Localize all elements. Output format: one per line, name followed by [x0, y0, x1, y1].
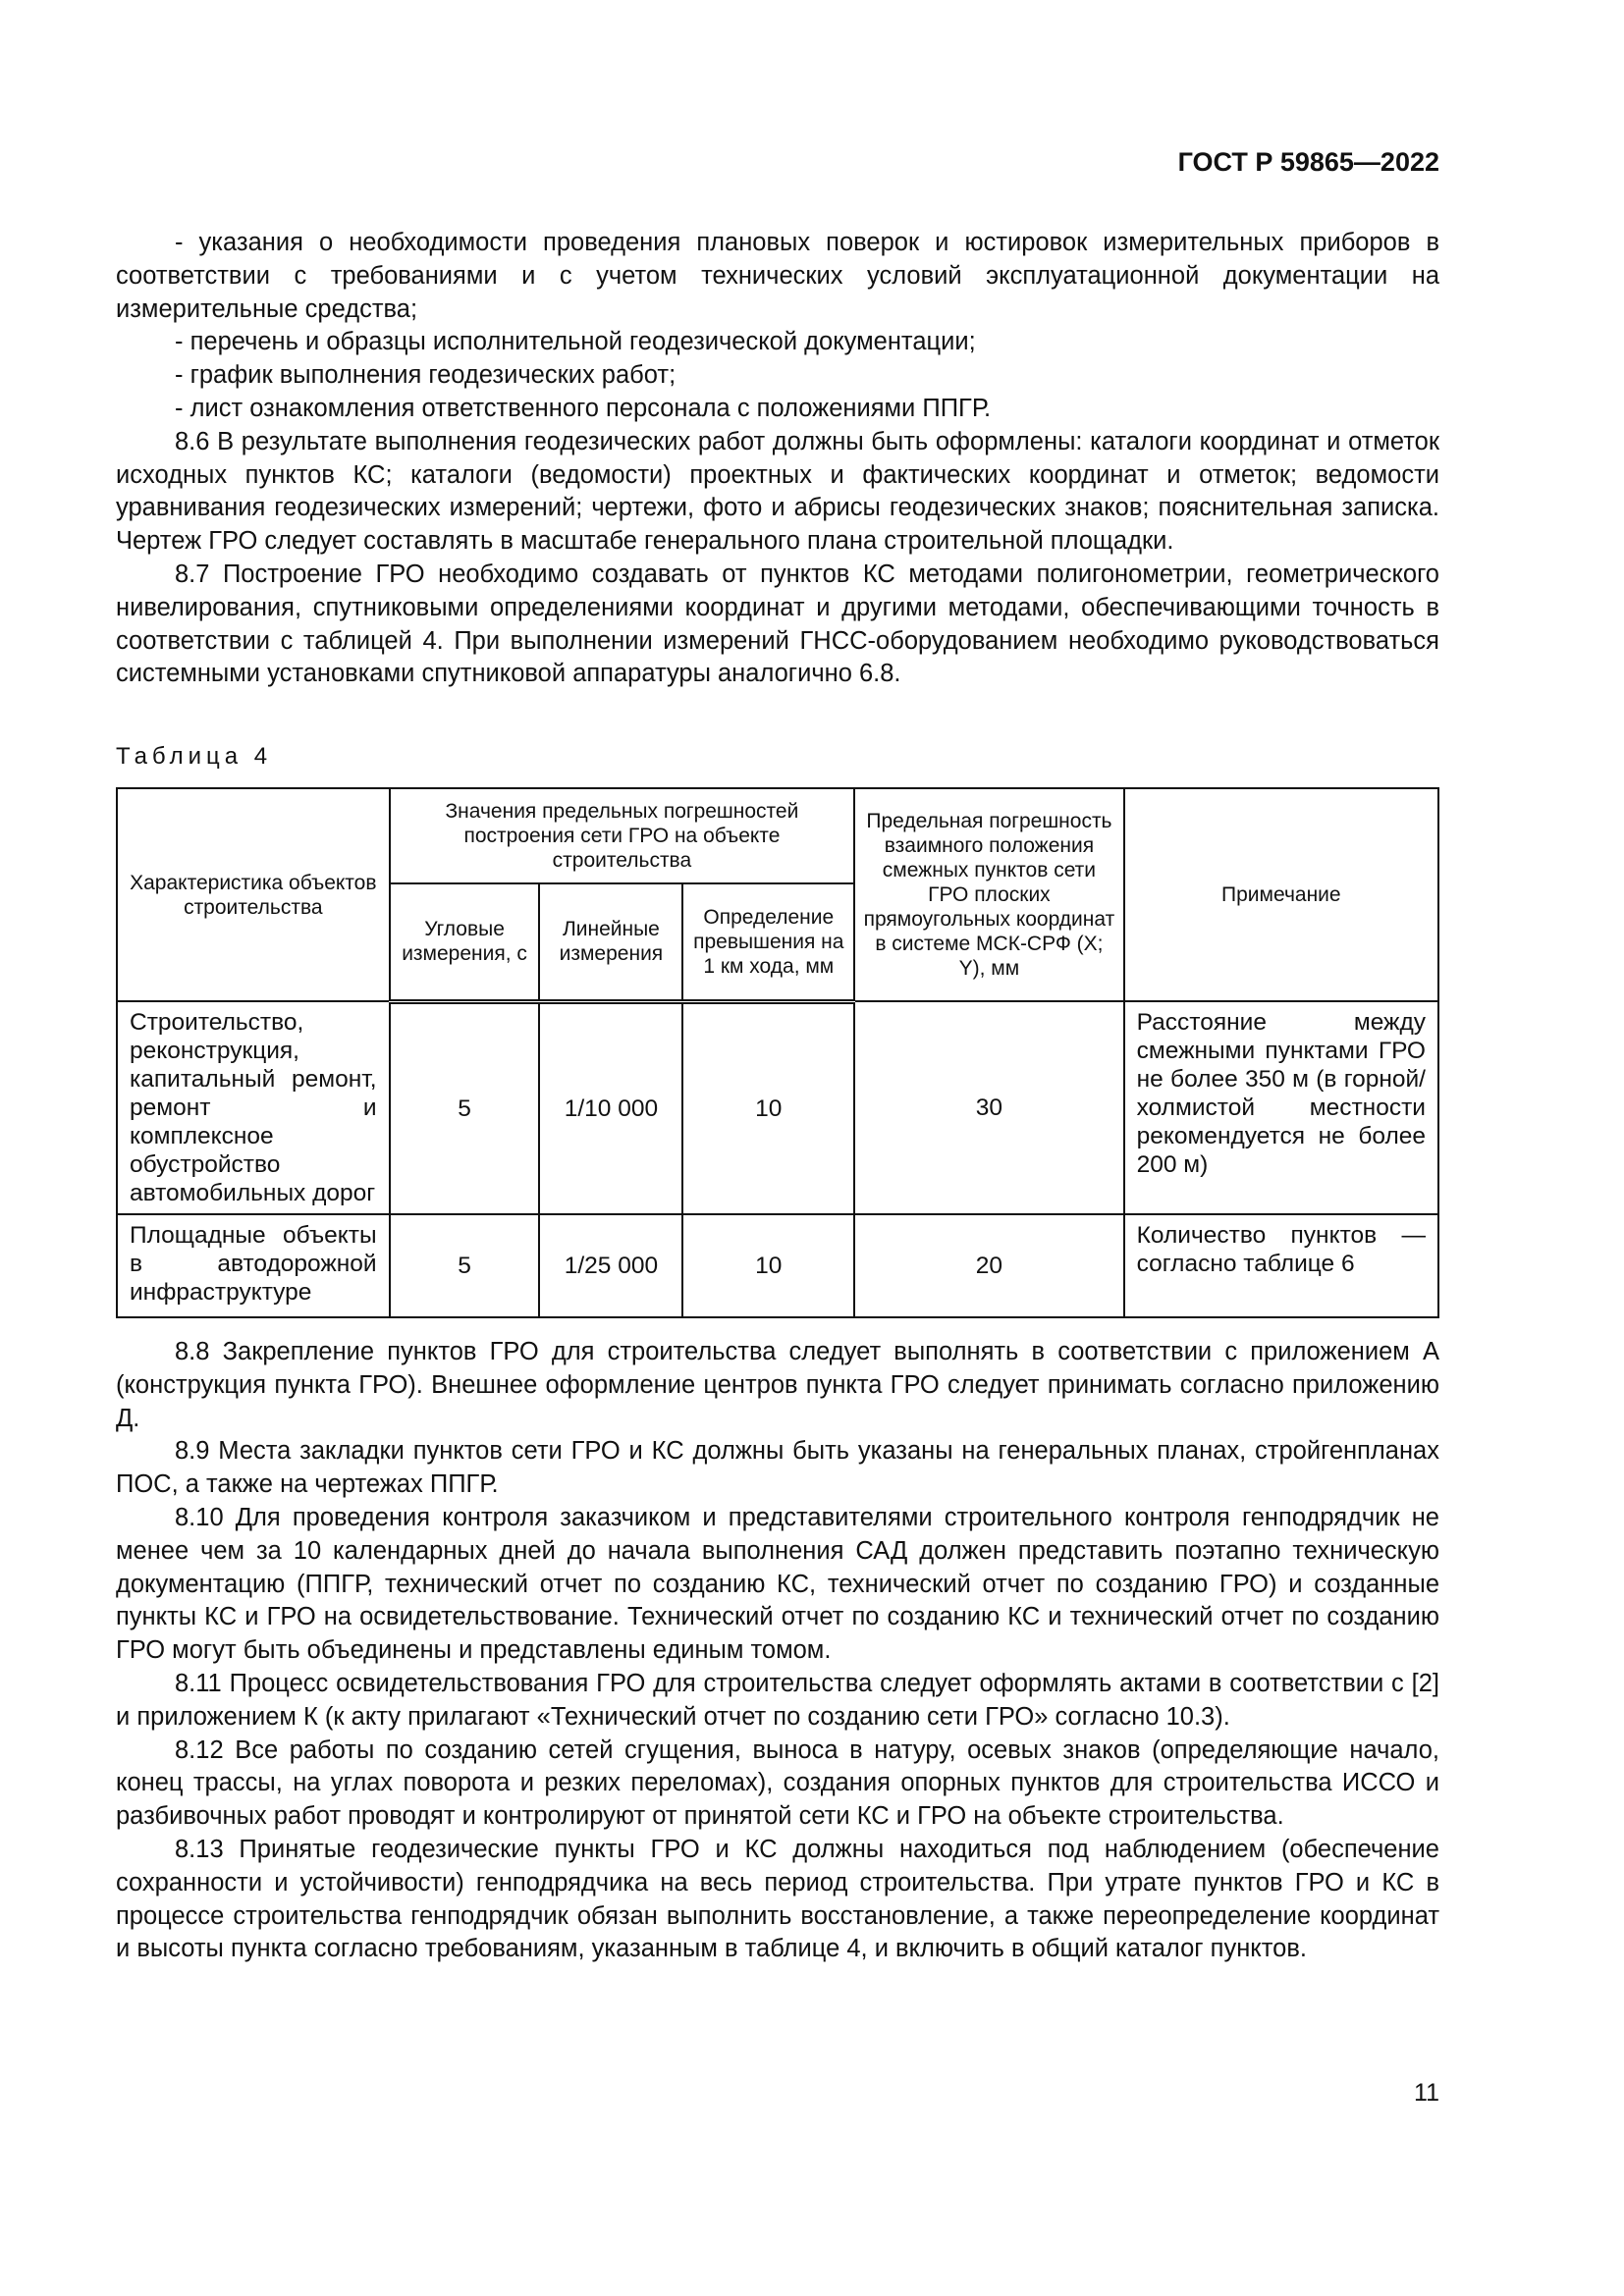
header-mutual-error: Предельная погрешность взаимного положения смежных пунктов сети ГРО плоских прямоугольных координат в системе МСК-СРФ (X; Y), мм [854, 788, 1123, 1001]
paragraph: 8.12 Все работы по созданию сетей сгущения, выноса в натуру, осевых знаков (определяющие начало, конец трассы, на углах поворота и резких переломах), создания опорных пунктов для строительства ИССО и разбивочных работ проводят и контролируют от принятой сети КС и ГРО на объекте строительства. [116, 1735, 1439, 1831]
top-text [116, 227, 1439, 691]
header-error-group: Значения предельных погрешностей построения сети ГРО на объекте строительства [390, 788, 855, 883]
table-caption: Таблица 4 [116, 743, 273, 770]
header-linear: Линейные измерения [539, 883, 682, 1001]
cell-note: Расстояние между смежными пунктами ГРО не более 350 м (в горной/ холмистой местности рекомендуется не более 200 м) [1124, 1001, 1438, 1214]
cell-angular: 5 [390, 1214, 540, 1317]
paragraph: 8.13 Принятые геодезические пункты ГРО и КС должны находиться под наблюдением (обеспечение сохранности и устойчивости) генподрядчика на весь период строительства. При утрате пунктов ГРО и КС в процессе строительства генподрядчик обязан выполнить восстановление, а также переопределение координат и высоты пункта согласно требованиям, указанным в таблице 4, и включить в общий каталог пунктов. [116, 1835, 1439, 1963]
paragraph: - перечень и образцы исполнительной геодезической документации; [175, 328, 976, 356]
table-row [117, 1001, 1438, 1214]
table-4 [116, 787, 1439, 1318]
header-characteristic: Характеристика объектов строительства [117, 788, 390, 1001]
page-number: 11 [1414, 2079, 1439, 2107]
cell-linear: 1/10 000 [539, 1001, 682, 1214]
cell-leveling: 10 [682, 1001, 854, 1214]
document-header: ГОСТ Р 59865—2022 [1177, 147, 1439, 177]
header-angular: Угловые измерения, с [390, 883, 540, 1001]
bottom-text [116, 1336, 1439, 1966]
cell-angular: 5 [390, 1001, 540, 1214]
table-row [117, 1214, 1438, 1317]
paragraph: 8.8 Закрепление пунктов ГРО для строительства следует выполнять в соответствии с приложением А (конструкция пункта ГРО). Внешнее оформление центров пункта ГРО следует принимать согласно приложению Д. [116, 1338, 1439, 1432]
paragraph: - указания о необходимости проведения плановых поверок и юстировок измерительных приборов в соответствии с требованиями и с учетом технических условий эксплуатационной документации на измерительные средства; [116, 229, 1439, 323]
header-note: Примечание [1124, 788, 1438, 1001]
cell-characteristic: Площадные объекты в автодорожной инфраструктуре [117, 1214, 390, 1317]
cell-leveling: 10 [682, 1214, 854, 1317]
paragraph: 8.9 Места закладки пунктов сети ГРО и КС должны быть указаны на генеральных планах, стройгенпланах ПОС, а также на чертежах ППГР. [116, 1437, 1439, 1499]
cell-mutual: 20 [854, 1214, 1123, 1317]
cell-characteristic: Строительство, реконструкция, капитальный ремонт, ремонт и комплексное обустройство автомобильных дорог [117, 1001, 390, 1214]
paragraph: 8.10 Для проведения контроля заказчиком и представителями строительного контроля генподрядчик не менее чем за 10 календарных дней до начала выполнения САД должен представить поэтапно техническую документацию (ППГР, технический отчет по созданию КС, технический отчет по созданию ГРО) и созданные пункты КС и ГРО на освидетельствование. Технический отчет по созданию КС и технический отчет по созданию ГРО могут быть объединены и представлены единым томом. [116, 1503, 1439, 1665]
paragraph: 8.6 В результате выполнения геодезических работ должны быть оформлены: каталоги координат и отметок исходных пунктов КС; каталоги (ведомости) проектных и фактических координат и отметок; ведомости уравнивания геодезических измерений; чертежи, фото и абрисы геодезических знаков; пояснительная записка. Чертеж ГРО следует составлять в масштабе генерального плана строительной площадки. [116, 427, 1439, 556]
cell-mutual: 30 [854, 1001, 1123, 1214]
paragraph: 8.11 Процесс освидетельствования ГРО для строительства следует оформлять актами в соответствии с [2] и приложением К (к акту прилагают «Технический отчет по созданию сети ГРО» согласно 10.3). [116, 1669, 1439, 1731]
paragraph: - график выполнения геодезических работ; [175, 361, 677, 390]
cell-linear: 1/25 000 [539, 1214, 682, 1317]
header-leveling: Определение превышения на 1 км хода, мм [682, 883, 854, 1001]
cell-note: Количество пунктов — согласно таблице 6 [1124, 1214, 1438, 1317]
paragraph: - лист ознакомления ответственного персонала с положениями ППГР. [175, 394, 992, 422]
paragraph: 8.7 Построение ГРО необходимо создавать от пунктов КС методами полигонометрии, геометрического нивелирования, спутниковыми определениями координат и другими методами, обеспечивающими точность в соответствии с таблицей 4. При выполнении измерений ГНСС-оборудованием необходимо руководствоваться системными установками спутниковой аппаратуры аналогично 6.8. [116, 560, 1439, 688]
